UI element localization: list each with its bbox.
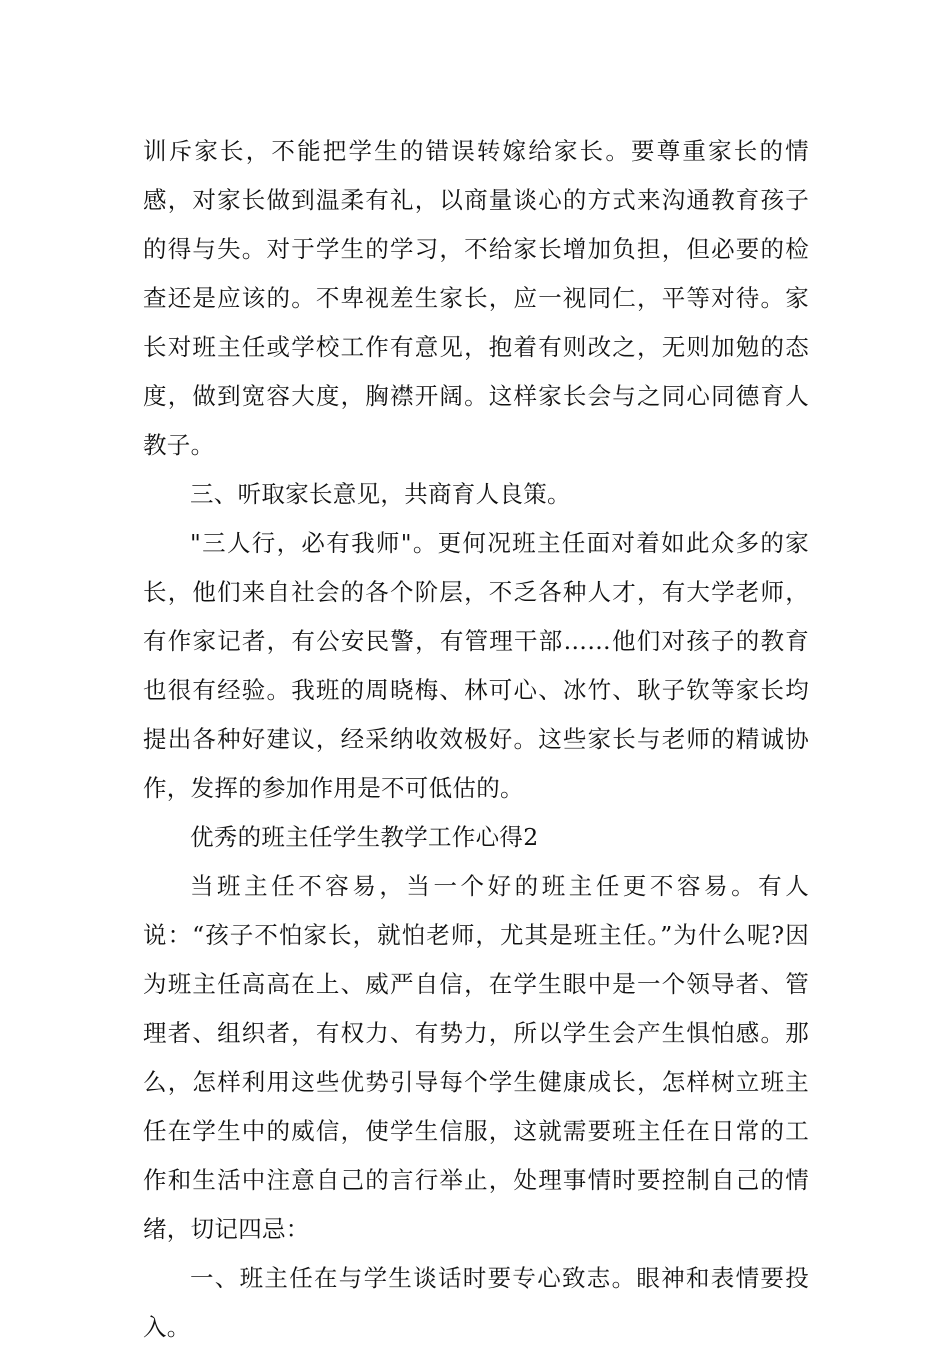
paragraph-3: "三人行，必有我师"。更何况班主任面对着如此众多的家长，他们来自社会的各个阶层，不乏各种人才，有大学老师，有作家记者，有公安民警，有管理干部……他们对孩子的教育也很有经验。我班的周晓梅、林可心、冰竹、耿子钦等家长均提出各种好建议，经采纳收效极好。这些家长与老师的精诚协作，发挥的参加作用是不可低估的。 bbox=[143, 529, 809, 802]
paragraph-1: 训斥家长，不能把学生的错误转嫁给家长。要尊重家长的情感，对家长做到温柔有礼，以商量谈心的方式来沟通教育孩子的得与失。对于学生的学习，不给家长增加负担，但必要的检查还是应该的。不卑视差生家长，应一视同仁，平等对待。家长对班主任或学校工作有意见，抱着有则改之，无则加勉的态度，做到宽容大度，胸襟开阔。这样家长会与之同心同德育人教子。 bbox=[143, 137, 809, 459]
paragraph-5: 当班主任不容易，当一个好的班主任更不容易。有人说：“孩子不怕家长，就怕老师，尤其是班主任。”为什么呢?因为班主任高高在上、威严自信，在学生眼中是一个领导者、管理者、组织者，有权力、有势力，所以学生会产生惧怕感。那么，怎样利用这些优势引导每个学生健康成长，怎样树立班主任在学生中的威信，使学生信服，这就需要班主任在日常的工作和生活中注意自己的言行举止，处理事情时要控制自己的情绪，切记四忌： bbox=[143, 872, 809, 1243]
paragraph-6-heading: 一、班主任在与学生谈话时要专心致志。眼神和表情要投入。 bbox=[143, 1264, 809, 1341]
document-body bbox=[143, 127, 809, 1352]
paragraph-2-heading: 三、听取家长意见，共商育人良策。 bbox=[190, 480, 571, 508]
paragraph-4-section-title: 优秀的班主任学生教学工作心得2 bbox=[190, 823, 539, 851]
